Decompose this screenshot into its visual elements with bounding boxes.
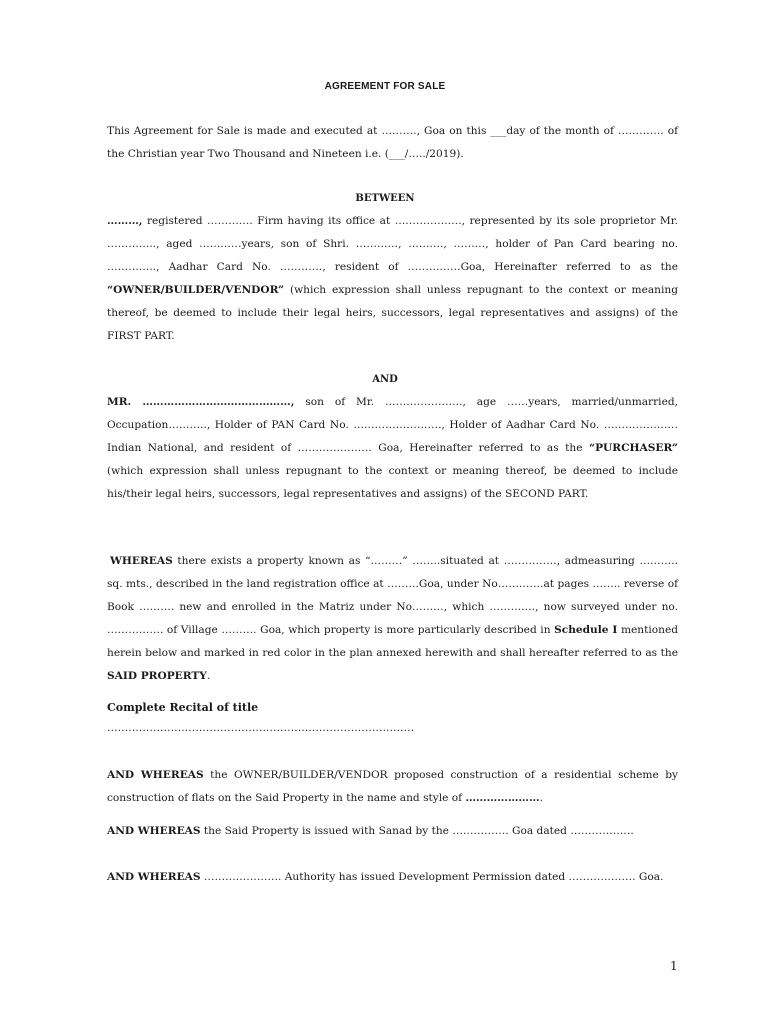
first-party-text-after: (which expression shall unless repugnant to the context or meaning thereof, be deemed to include their legal heirs, successors, legal representatives and assigns) of the FIRST PART. <box>107 284 678 342</box>
whereas-lead-2: AND WHEREAS <box>107 769 204 781</box>
whereas-4-text: …………………. Authority has issued Development Permission dated ………………. Goa. <box>200 871 664 883</box>
whereas-paragraph-1 <box>107 550 678 688</box>
said-property-term: SAID PROPERTY <box>107 670 207 682</box>
whereas-1-text-b: mentioned herein below and marked in red color in the plan annexed herewith and shall hereafter referred to as the <box>107 624 679 659</box>
whereas-lead-1: WHEREAS <box>110 555 173 567</box>
first-party-term: “OWNER/BUILDER/VENDOR” <box>107 284 285 296</box>
first-party-paragraph <box>107 210 678 348</box>
whereas-paragraph-4 <box>107 866 678 889</box>
schedule-reference: Schedule I <box>554 624 618 636</box>
first-party-text-before: registered …………. Firm having its office at ………………., represented by its sole proprietor Mr. ………….., aged …………years, son of Shri. …………, ………., ………, holder of Pan Card bearing no. ………….., Aadhar Card No. …………, resident of ……………Goa, Hereinafter referred to as the <box>107 215 678 273</box>
whereas-lead-4: AND WHEREAS <box>107 871 201 883</box>
whereas-lead-3: AND WHEREAS <box>107 825 201 837</box>
page-number: 1 <box>670 959 678 973</box>
recital-heading: Complete Recital of title <box>107 701 259 714</box>
second-party-lead: MR. ……………………………………, <box>107 396 295 408</box>
second-party-paragraph <box>107 391 678 506</box>
style-dots: ………………… <box>465 792 540 804</box>
second-party-text-after: (which expression shall unless repugnant to the context or meaning thereof, be deemed to include his/their legal heirs, successors, legal representatives and assigns) of the SECOND PART. <box>107 465 678 500</box>
intro-paragraph: This Agreement for Sale is made and executed at ………., Goa on this ___day of the month of …………. of the Christian year Two Thousand and Nineteen i.e. (___/…../2019). <box>107 125 678 160</box>
first-party-lead: ………, <box>107 215 143 227</box>
whereas-1-text-c: . <box>206 670 211 682</box>
whereas-2-text-a: the OWNER/BUILDER/VENDOR proposed construction of a residential scheme by construction of flats on the Said Property in the name and style of <box>107 769 678 804</box>
whereas-paragraph-3 <box>107 820 678 843</box>
second-party-text-before: son of Mr. …………………., age ……years, married/unmarried, Occupation……….., Holder of PAN Card No. ……………………., Holder of Aadhar Card No. ………………… Indian National, and resident of ………………… Goa, Hereinafter referred to as the <box>107 396 678 454</box>
whereas-1-text-a: there exists a property known as “………” ……..situated at ……………, admeasuring ……….. sq. mts., described in the land registration office at ………Goa, under No………….at pages …….. reverse of Book ………. new and enrolled in the Matriz under No………, which …………., now surveyed under no. ……………. of Village ………. Goa, which property is more particularly described in <box>107 555 678 636</box>
whereas-paragraph-2 <box>107 764 678 810</box>
and-heading: AND <box>372 374 398 385</box>
document-title: AGREEMENT FOR SALE <box>324 81 446 92</box>
whereas-3-text: the Said Property is issued with Sanad by the ……………. Goa dated ……………… <box>200 825 634 837</box>
whereas-2-text-b: . <box>539 792 543 804</box>
between-heading: BETWEEN <box>355 193 415 204</box>
recital-dots: …………………………………………………………………………… <box>107 722 415 734</box>
second-party-term: “PURCHASER” <box>588 442 678 454</box>
